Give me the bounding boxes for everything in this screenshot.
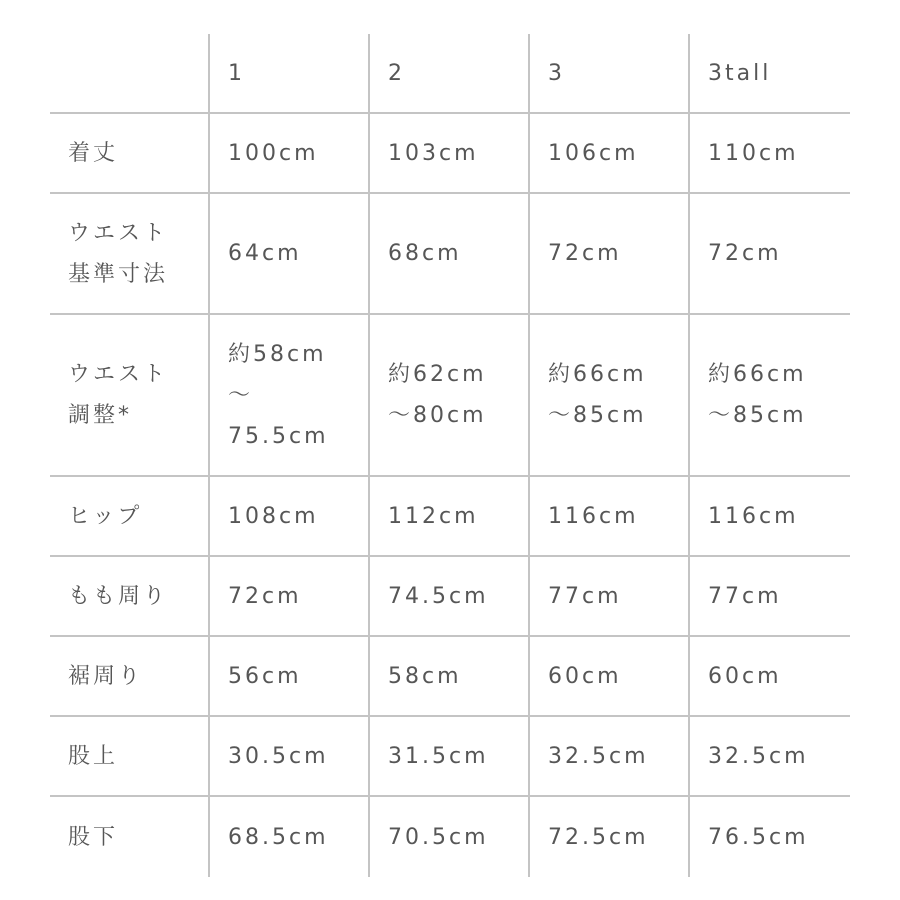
table-row [50,113,850,193]
value-cell: 77cm [529,556,689,636]
value-cell: 106cm [529,113,689,193]
value-cell: 60cm [689,636,850,716]
value-cell: 108cm [209,476,369,556]
value-cell: 58cm [369,636,529,716]
value-cell: 77cm [689,556,850,636]
row-label-rise: 股上 [50,716,209,796]
table-row [50,193,850,314]
table-row [50,476,850,556]
value-cell: 72cm [209,556,369,636]
header-row [50,34,850,113]
value-cell: 70.5cm [369,796,529,877]
value-cell: 約66cm 〜85cm [689,314,850,476]
value-cell: 31.5cm [369,716,529,796]
value-cell: 100cm [209,113,369,193]
value-cell: 72cm [689,193,850,314]
value-cell: 64cm [209,193,369,314]
header-size-1: 1 [209,34,369,113]
header-corner-cell [50,34,209,113]
size-chart-table [50,34,850,877]
table-row [50,636,850,716]
value-cell: 110cm [689,113,850,193]
table-row [50,716,850,796]
value-cell: 約66cm 〜85cm [529,314,689,476]
value-cell: 32.5cm [689,716,850,796]
value-cell: 56cm [209,636,369,716]
header-size-3: 3 [529,34,689,113]
value-cell: 約62cm 〜80cm [369,314,529,476]
header-size-3tall: 3tall [689,34,850,113]
value-cell: 68.5cm [209,796,369,877]
value-cell: 74.5cm [369,556,529,636]
row-label-inseam: 股下 [50,796,209,877]
value-cell: 103cm [369,113,529,193]
table-row [50,556,850,636]
value-cell: 116cm [529,476,689,556]
value-cell: 112cm [369,476,529,556]
row-label-hip: ヒップ [50,476,209,556]
value-cell: 30.5cm [209,716,369,796]
value-cell: 76.5cm [689,796,850,877]
row-label-hem: 裾周り [50,636,209,716]
value-cell: 68cm [369,193,529,314]
row-label-waist-standard: ウエスト 基準寸法 [50,193,209,314]
value-cell: 116cm [689,476,850,556]
value-cell: 60cm [529,636,689,716]
row-label-waist-adjust: ウエスト 調整* [50,314,209,476]
value-cell: 72cm [529,193,689,314]
value-cell: 32.5cm [529,716,689,796]
value-cell: 約58cm 〜 75.5cm [209,314,369,476]
table-row [50,314,850,476]
row-label-thigh: もも周り [50,556,209,636]
value-cell: 72.5cm [529,796,689,877]
row-label-length: 着丈 [50,113,209,193]
table-row [50,796,850,877]
header-size-2: 2 [369,34,529,113]
